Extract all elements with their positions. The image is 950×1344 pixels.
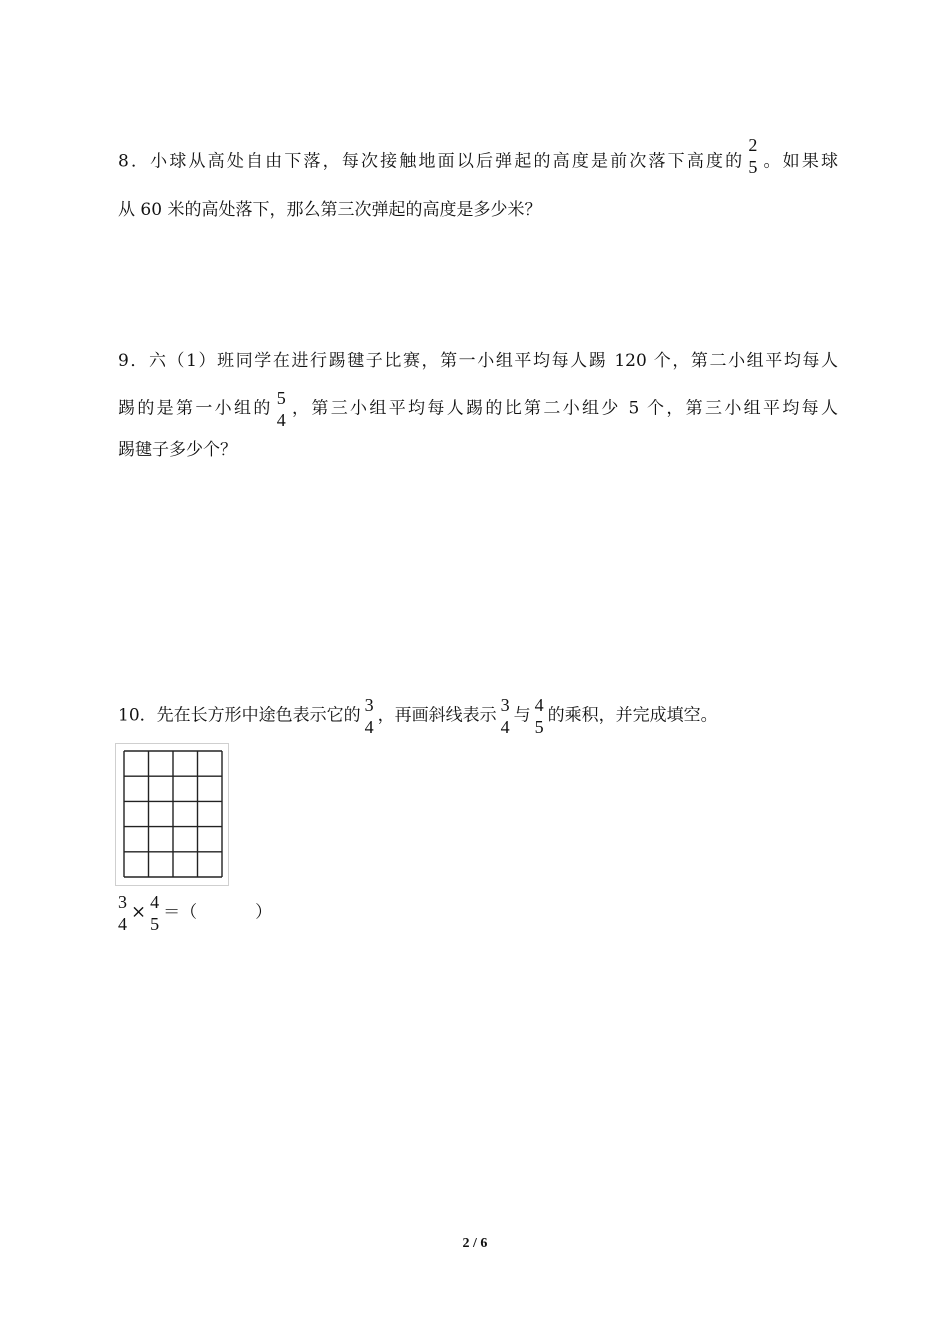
- question-9-line-3: 踢毽子多少个？: [118, 440, 237, 460]
- equation: [114, 891, 272, 935]
- equals-open-paren: ＝（: [163, 902, 198, 923]
- fraction-3-4: [365, 694, 374, 738]
- question-8-line-2: 从 60 米的高处落下，那么第三次弹起的高度是多少米？: [118, 200, 542, 220]
- times-sign: ×: [131, 901, 147, 923]
- question-8-text-a: 8．小球从高处自由下落，每次接触地面以后弹起的高度是前次落下高度的: [118, 151, 745, 172]
- question-8-line-1: [118, 135, 838, 178]
- fraction-numerator: 5: [276, 388, 286, 408]
- equation-fraction-4-5: [150, 891, 159, 935]
- question-10-line-1: [118, 694, 718, 738]
- fraction-denominator: 4: [500, 717, 510, 737]
- question-8-text-b: 。如果球: [761, 151, 838, 172]
- fraction-4-5: [535, 694, 544, 738]
- fraction-denominator: 4: [118, 914, 127, 934]
- question-9-line-2: [118, 387, 838, 431]
- fraction-numerator: 3: [364, 695, 374, 715]
- fraction-numerator: 2: [748, 135, 758, 155]
- fraction-denominator: 4: [364, 717, 374, 737]
- question-10-text-d: 的乘积，并完成填空。: [547, 705, 718, 726]
- equation-fraction-3-4: [118, 891, 127, 935]
- fraction-5-4: [277, 387, 286, 431]
- question-9-text-a: 踢的是第一小组的: [118, 398, 273, 419]
- fraction-numerator: 4: [534, 695, 544, 715]
- rectangle-grid[interactable]: [115, 743, 229, 886]
- fraction-denominator: 5: [748, 157, 758, 177]
- fraction-denominator: 5: [534, 717, 544, 737]
- fraction-denominator: 4: [276, 410, 286, 430]
- fraction-numerator: 3: [118, 892, 127, 912]
- question-10-text-b: ，再画斜线表示: [377, 705, 497, 726]
- question-9-text-b: ，第三小组平均每人踢的比第二小组少 5 个，第三小组平均每人: [289, 398, 839, 419]
- page-number: 2 / 6: [462, 1236, 488, 1251]
- fraction-2-5: [748, 134, 757, 178]
- fraction-numerator: 3: [500, 695, 510, 715]
- close-paren: ）: [255, 902, 273, 923]
- grid-drawing: [123, 750, 223, 878]
- fraction-denominator: 5: [150, 914, 160, 934]
- fraction-numerator: 4: [150, 892, 160, 912]
- question-9-line-1: 9．六（1）班同学在进行踢毽子比赛，第一小组平均每人踢 120 个，第二小组平均每人: [118, 351, 838, 371]
- question-10-text-a: 10．先在长方形中途色表示它的: [118, 705, 361, 726]
- fraction-3-4-second: [501, 694, 510, 738]
- question-10-text-c: 与: [513, 705, 531, 726]
